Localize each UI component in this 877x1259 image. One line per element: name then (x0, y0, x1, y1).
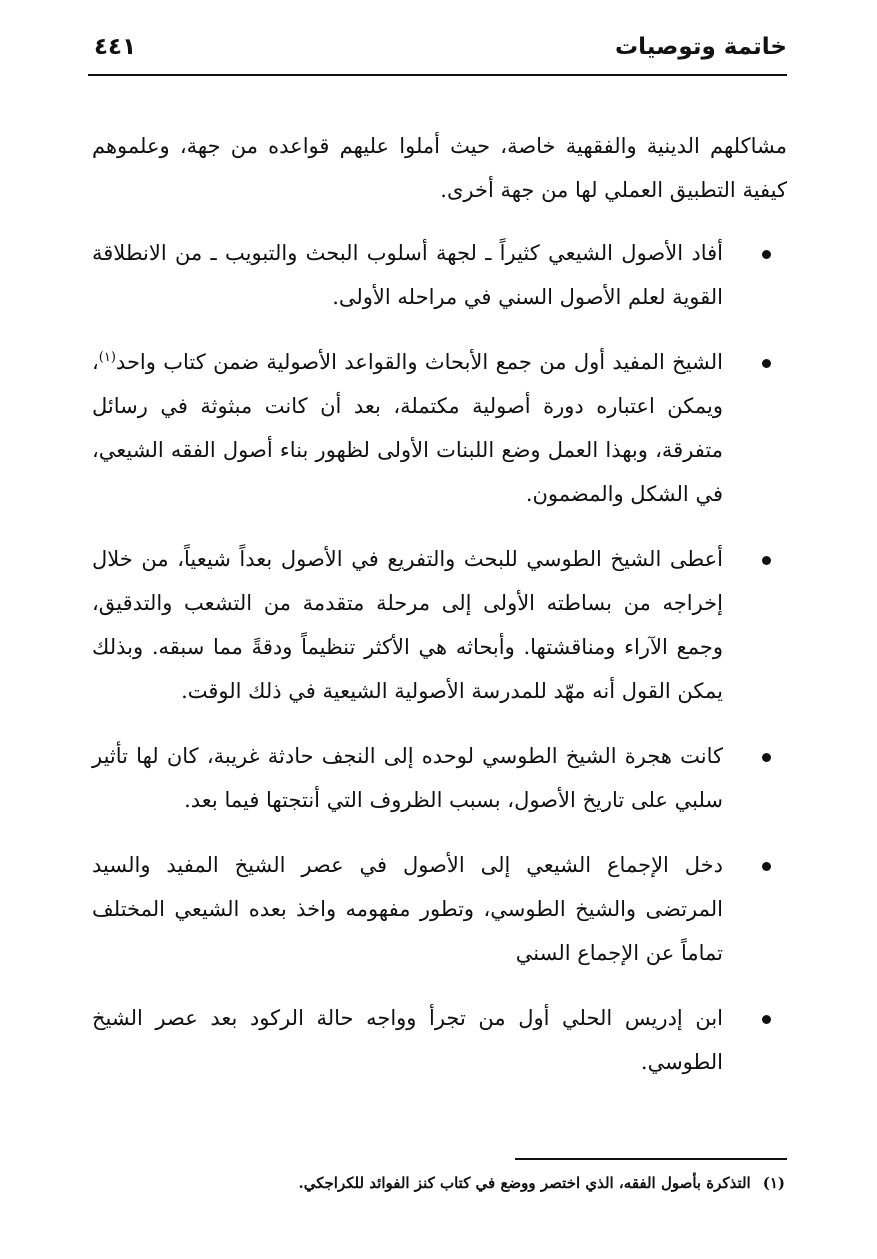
bullet-icon (762, 753, 771, 762)
list-item (92, 231, 787, 319)
header-divider (88, 74, 787, 76)
bullet-icon (762, 1015, 771, 1024)
intro-paragraph: مشاكلهم الدينية والفقهية خاصة، حيث أملوا عليهم قواعده من جهة، وعلموهم كيفية التطبيق العملي لها من جهة أخرى. (92, 134, 787, 202)
conclusions-list (92, 231, 787, 1084)
list-item-text: دخل الإجماع الشيعي إلى الأصول في عصر الشيخ المفيد والسيد المرتضى والشيخ الطوسي، وتطور مفهومه واخذ بعده الشيعي المختلف تماماً عن الإجماع السني (92, 853, 723, 965)
footnote-text: التذكرة بأصول الفقه، الذي اختصر ووضع في كتاب كنز الفوائد للكراجكي. (298, 1174, 751, 1192)
list-item (92, 996, 787, 1084)
footnote-divider (515, 1158, 787, 1160)
list-item (92, 537, 787, 713)
list-item-text: أفاد الأصول الشيعي كثيراً ـ لجهة أسلوب البحث والتبويب ـ من الانطلاقة القوية لعلم الأصول السني في مراحله الأولى. (92, 241, 723, 309)
page-number: ٤٤١ (94, 34, 137, 60)
list-item (92, 734, 787, 822)
page-header (88, 30, 787, 68)
bullet-icon (762, 359, 771, 368)
chapter-title: خاتمة وتوصيات (615, 34, 787, 60)
list-item-text: الشيخ المفيد أول من جمع الأبحاث والقواعد الأصولية ضمن كتاب واحد (115, 350, 723, 374)
footnote-reference[interactable]: (١) (98, 350, 116, 365)
bullet-icon (762, 556, 771, 565)
footnote (92, 1170, 785, 1196)
footnote-number: (١) (762, 1174, 785, 1192)
main-text (92, 124, 787, 1105)
list-item-text: أعطى الشيخ الطوسي للبحث والتفريع في الأصول بعداً شيعياً، من خلال إخراجه من بساطته الأولى إلى مرحلة متقدمة من التشعب والتدقيق، وجمع الآراء ومناقشتها. وأبحاثه هي الأكثر تنظيماً ودقةً مما سبقه. وبذلك يمكن القول أنه مهّد للمدرسة الأصولية الشيعية في ذلك الوقت. (92, 547, 723, 703)
bullet-icon (762, 862, 771, 871)
list-item (92, 340, 787, 516)
list-item (92, 843, 787, 975)
list-item-text: ، ويمكن اعتباره دورة أصولية مكتملة، بعد أن كانت مبثوثة في رسائل متفرقة، وبهذا العمل وضع اللبنات الأولى لظهور بناء أصول الفقه الشيعي، في الشكل والمضمون. (92, 350, 723, 506)
list-item-text: كانت هجرة الشيخ الطوسي لوحده إلى النجف حادثة غريبة، كان لها تأثير سلبي على تاريخ الأصول، بسبب الظروف التي أنتجتها فيما بعد. (92, 744, 723, 812)
bullet-icon (762, 250, 771, 259)
list-item-text: ابن إدريس الحلي أول من تجرأ وواجه حالة الركود بعد عصر الشيخ الطوسي. (92, 1006, 723, 1074)
